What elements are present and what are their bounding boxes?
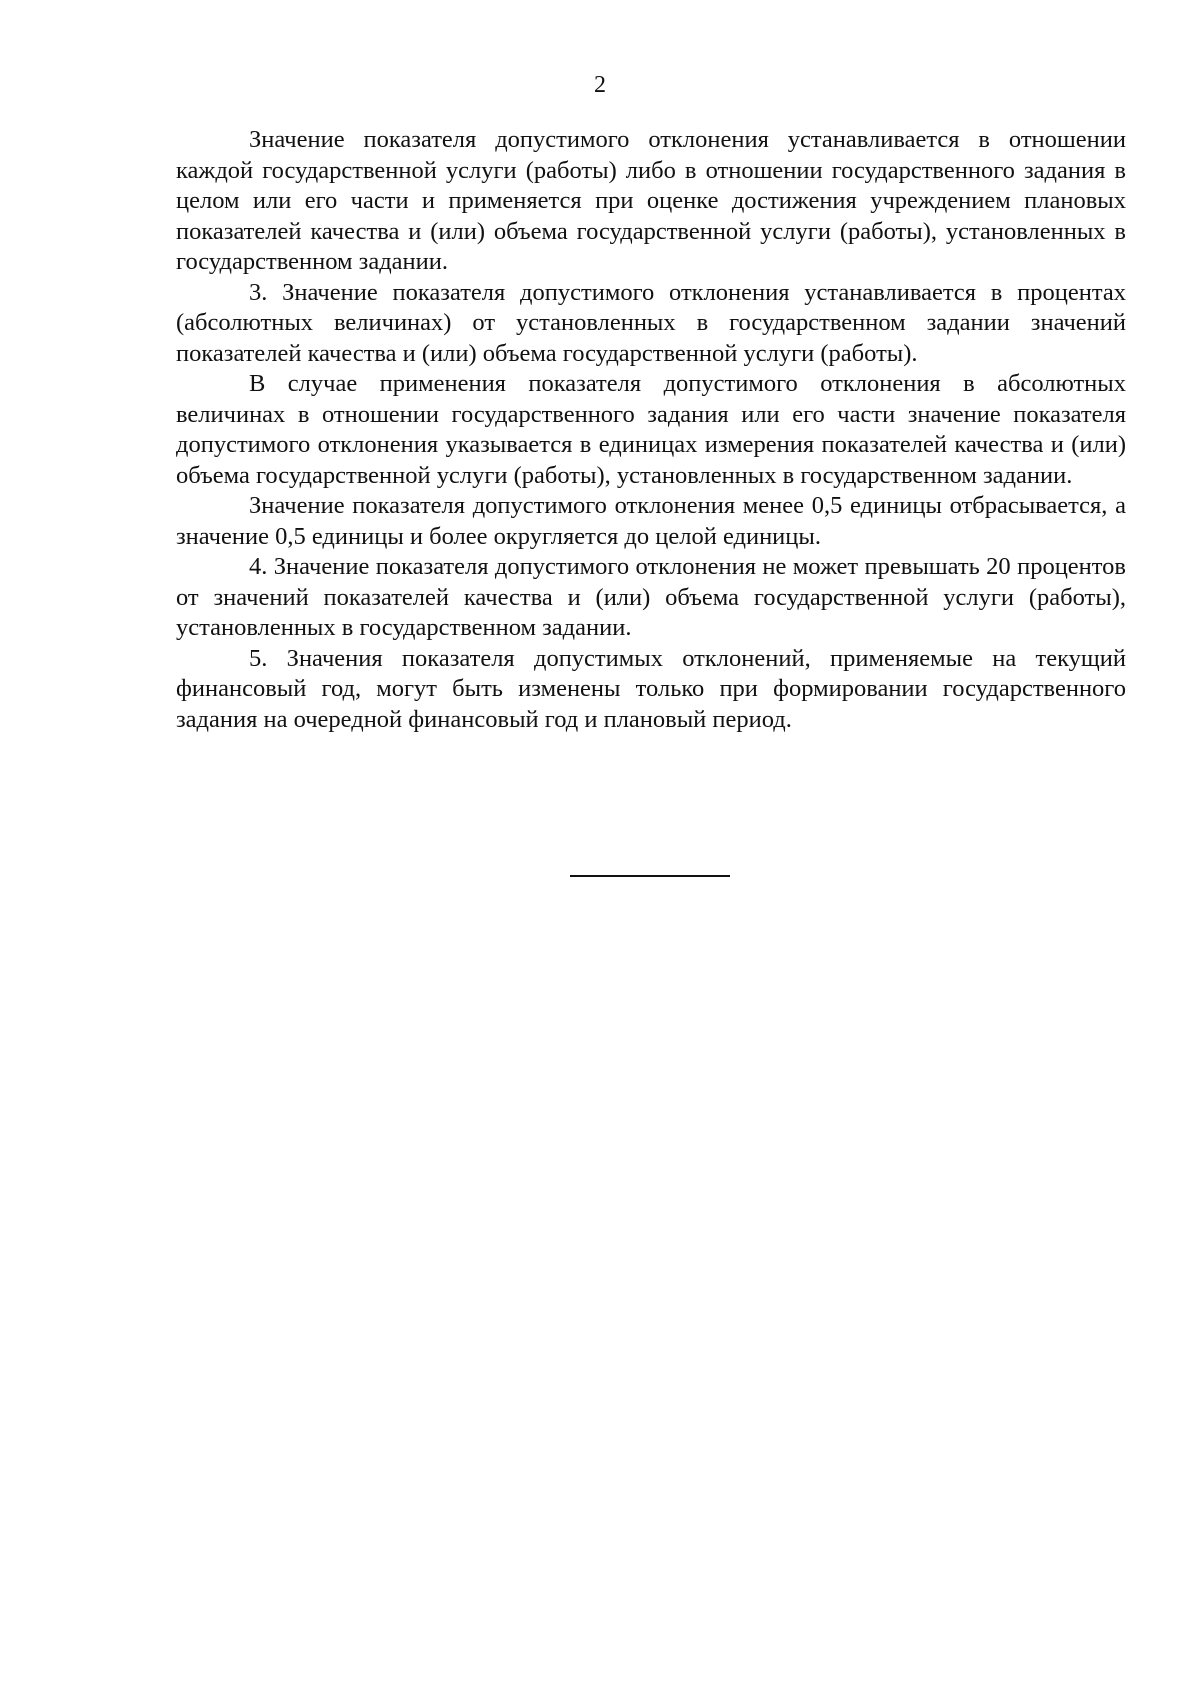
page-number: 2: [594, 72, 606, 98]
paragraph-absolute-values: В случае применения показателя допустимого отклонения в абсолютных величинах в отношении государственного задания или его части значение показателя допустимого отклонения указывается в единицах измерения показателей качества и (или) объема государственной услуги (работы), установленных в государственном задании.: [176, 370, 1126, 489]
paragraph-item-4: 4. Значение показателя допустимого отклонения не может превышать 20 процентов от значений показателей качества и (или) объема государственной услуги (работы), установленных в государственном задании.: [176, 553, 1126, 641]
paragraph-item-5: 5. Значения показателя допустимых отклонений, применяемые на текущий финансовый год, могут быть изменены только при формировании государственного задания на очередной финансовый год и плановый период.: [176, 644, 1126, 733]
paragraph-rounding: Значение показателя допустимого отклонения менее 0,5 единицы отбрасывается, а значение 0,5 единицы и более округляется до целой единицы.: [176, 492, 1126, 550]
paragraph-item-3: 3. Значение показателя допустимого отклонения устанавливается в процентах (абсолютных величинах) от установленных в государственном задании значений показателей качества и (или) объема государственной услуги (работы).: [176, 278, 1126, 367]
document-body: [176, 125, 1126, 735]
end-of-document-rule: [570, 875, 730, 877]
paragraph-deviation-scope: Значение показателя допустимого отклонения устанавливается в отношении каждой государственной услуги (работы) либо в отношении государственного задания в целом или его части и применяется при оценке достижения учреждением плановых показателей качества и (или) объема государственной услуги (работы), установленных в государственном задании.: [176, 126, 1126, 275]
